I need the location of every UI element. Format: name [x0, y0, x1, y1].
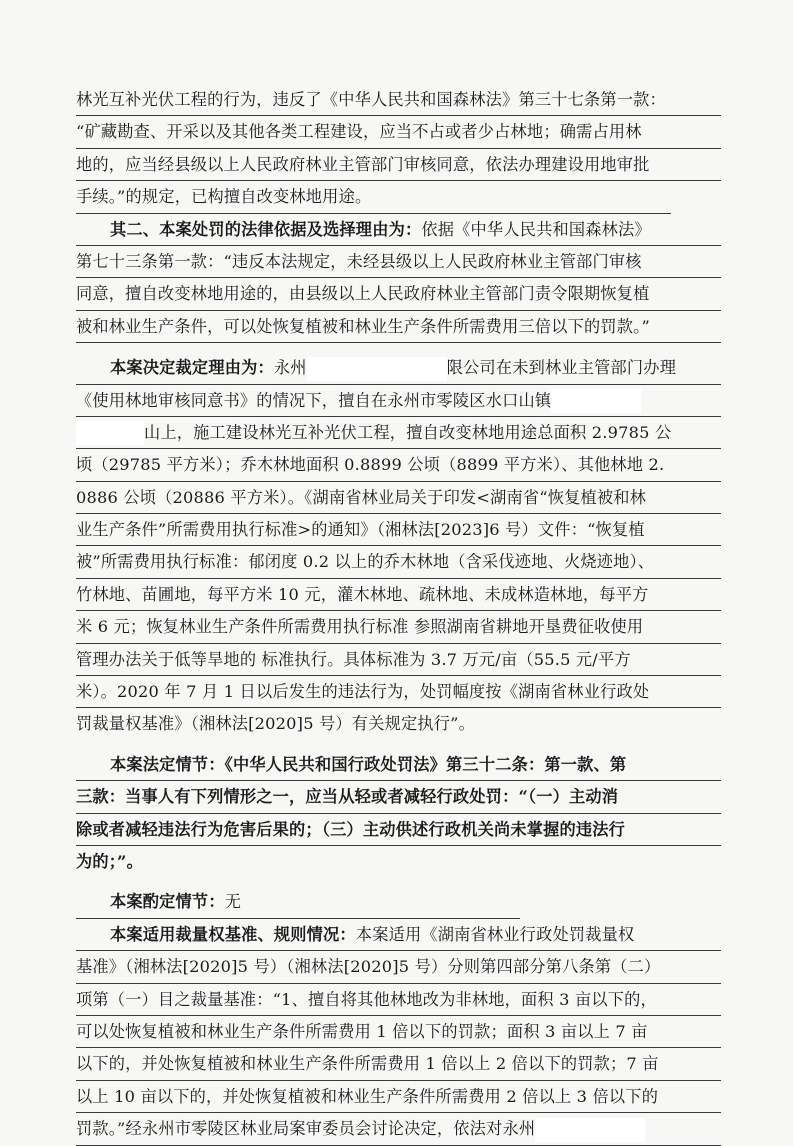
text-line: 罚裁量权基准》（湘林法[2020]5 号）有关规定执行”。: [76, 714, 475, 734]
text-line: 米）。2020 年 7 月 1 日以后发生的违法行为，处罚幅度按《湖南省林业行政处: [76, 676, 721, 708]
text-line: 本案法定情节：《中华人民共和国行政处罚法》第三十二条：第一款、第: [76, 749, 721, 781]
text-line: 业生产条件”所需费用执行标准>的通知》（湘林法[2023]6 号）文件：“恢复植: [76, 514, 721, 546]
text-line: 其二、本案处罚的法律依据及选择理由为：依据《中华人民共和国森林法》: [76, 214, 721, 246]
section-heading: 本案法定情节：: [110, 754, 225, 774]
text-line: 《使用林地审核同意书》的情况下，擅自在永州市零陵区水口山镇: [76, 385, 721, 417]
text-line: “矿藏勘查、开采以及其他各类工程建设，应当不占或者少占林地；确需占用林: [76, 116, 721, 148]
section-legal-basis: [76, 214, 721, 344]
text-line: 除或者减轻违法行为危害后果的；（三）主动供述行政机关尚未掌握的违法行: [76, 814, 721, 846]
redaction-block: [307, 357, 447, 381]
text-line: 基准》（湘林法[2020]5 号）（湘林法[2020]5 号）分则第四部分第八条第（二）: [76, 951, 721, 983]
text-line: 本案决定裁定理由为：永州 限公司在未到林业主管部门办理: [76, 352, 721, 384]
section-heading: 本案适用裁量权基准、规则情况：: [110, 924, 356, 944]
section-discretion: [76, 886, 721, 918]
section-heading: 本案决定裁定理由为：: [110, 358, 274, 378]
section-heading: 本案酌定情节：: [110, 892, 225, 912]
text-line: 可以处恢复植被和林业生产条件所需费用 1 倍以下的罚款；面积 3 亩以上 7 亩: [76, 1016, 721, 1048]
section-benchmark: [76, 919, 721, 1146]
text-line: 同意，擅自改变林地用途的，由县级以上人民政府林业主管部门责令限期恢复植: [76, 278, 721, 310]
section-violation: [76, 84, 721, 214]
text-line: 山上，施工建设林光互补光伏工程，擅自改变林地用途总面积 2.9785 公: [76, 417, 721, 449]
text-line: 以下的，并处恢复植被和林业生产条件所需费用 1 倍以上 2 倍以下的罚款；7 亩: [76, 1048, 721, 1080]
text-line: 0886 公顷（20886 平方米）。《湖南省林业局关于印发<湖南省“恢复植被和林: [76, 482, 721, 514]
section-heading: 其二、本案处罚的法律依据及选择理由为：: [110, 219, 422, 239]
text-line: 管理办法关于低等旱地的 标准执行。具体标准为 3.7 万元/亩（55.5 元/平方: [76, 644, 721, 676]
text-line: 被和林业生产条件，可以处恢复植被和林业生产条件所需费用三倍以下的罚款。”: [76, 311, 721, 343]
redaction-block: [551, 389, 641, 413]
text-line: 顷（29785 平方米）；乔木林地面积 0.8899 公顷（8899 平方米）、其他林地 2.: [76, 449, 721, 481]
text-line: 竹林地、苗圃地，每平方米 10 元，灌木林地、疏林地、未成林造林地，每平方: [76, 579, 721, 611]
redaction-block: [535, 1118, 645, 1142]
text-line: 地的，应当经县级以上人民政府林业主管部门审核同意，依法办理建设用地审批: [76, 149, 721, 181]
text-line: 米 6 元；恢复林业生产条件所需费用执行标准 参照湖南省耕地开垦费征收使用: [76, 611, 721, 643]
text-line: 第七十三条第一款：“违反本法规定，未经县级以上人民政府林业主管部门审核: [76, 246, 721, 278]
redaction-block: [76, 421, 144, 445]
text-line: [76, 886, 520, 918]
section-ruling: [76, 352, 721, 740]
text-line: 本案适用裁量权基准、规则情况：本案适用《湖南省林业行政处罚裁量权: [76, 919, 721, 951]
text-line: 被”所需费用执行标准：郁闭度 0.2 以上的乔木林地（含采伐迹地、火烧迹地）、: [76, 546, 721, 578]
text-line: 手续。”的规定，已构擅自改变林地用途。: [76, 181, 671, 213]
text-line: 罚款。”经永州市零陵区林业局案审委员会讨论决定，依法对永州: [76, 1113, 721, 1145]
text-line: 林光互补光伏工程的行为，违反了《中华人民共和国森林法》第三十七条第一款：: [76, 84, 721, 116]
section-statutory: [76, 749, 721, 878]
text-line: 项第（一）目之裁量基准：“1、擅自将其他林地改为非林地，面积 3 亩以下的，: [76, 984, 721, 1016]
discretion-value: 无: [224, 892, 242, 912]
text-line: 为的；”。: [76, 851, 143, 871]
text-line: 以上 10 亩以下的，并处恢复植被和林业生产条件所需费用 2 倍以上 3 倍以下的: [76, 1081, 721, 1113]
text-line: 三款：当事人有下列情形之一，应当从轻或者减轻行政处罚：“（一）主动消: [76, 781, 721, 813]
